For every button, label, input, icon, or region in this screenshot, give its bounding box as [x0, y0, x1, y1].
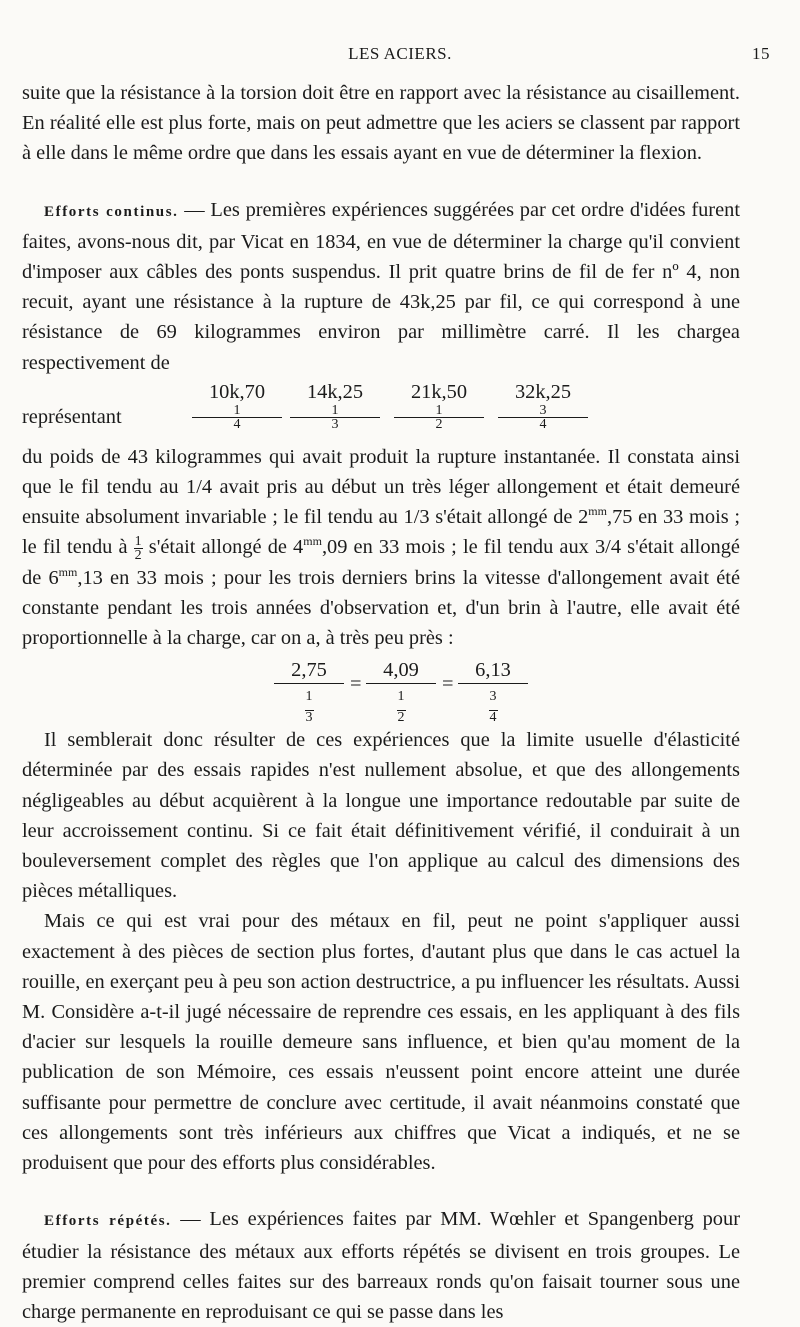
section-text: Les premières expériences suggérées par cet ordre d'idées furent faites, avons-nous dit, par Vicat en 1834, en vue de déterminer la charge qu'il convient d'imposer aux câbles des ponts suspendus. Il prit quatre brins de fil de fer nº 4, non recuit, ayant une résistance à la rupture de 43k,25 par fil, ce qui correspond à une résistance de 69 kilogrammes environ par millimètre carré. Il les chargea respectivement de — [22, 198, 741, 374]
paragraph-observations: du poids de 43 kilogrammes qui avait produit la rupture instantanée. Il constata ainsi que le fil tendu au 1/4 avait pris au début un très léger allongement et était demeuré ensuite absolument invariable ; le fil tendu au 1/3 s'était allongé de $2^{mm},75$ en 33 mois ; le fil tendu à $\frac{1}{2}$ s'était allongé de $4^{mm},09$ en 33 mois ; le fil tendu aux 3/4 s'était allongé de $6^{mm},13$ en 33 mois ; pour les trois derniers brins la vitesse d'allongement avait été constante pendant les trois années d'observation et, d'un brin à l'autre, elle avait été proportionnelle à la charge, car on a, à très peu près : — [22, 445, 740, 650]
paragraph-considere: Mais ce qui est vrai pour des métaux en fil, peut ne point s'appliquer aussi exactement à des pièces de section plus fortes, d'autant plus que dans le cas actuel la rouille, en exerçant peu à peu son action destructrice, a pu influencer les résultats. Aussi M. Considère a-t-il jugé nécessaire de reprendre ces essais, en les appliquant à des fils d'acier sur lesquels la rouille demeure sans influence, et bien qu'au moment de la publication de son Mémoire, ces essais n'eussent point encore atteint une durée suffisante pour permettre de conclure avec certitude, il avait néanmoins constaté que ces allongements sont très inférieurs aux chiffres que Vicat a indiqués, et ne se produisent que pour des efforts plus considérables. — [22, 910, 740, 1175]
section-heading-efforts-repetes: Efforts répétés. — [44, 1213, 172, 1230]
load-value: 14k,25 — [306, 380, 364, 403]
running-title: LES ACIERS. — [348, 44, 452, 63]
load-fraction: 1 4 — [192, 404, 282, 431]
equation-term: $\frac{2,75}{\frac{1}{3}}$ — [274, 657, 344, 724]
load-value: 21k,50 — [410, 380, 468, 403]
load-column — [192, 380, 282, 431]
body-text — [22, 78, 740, 1327]
running-header — [0, 44, 800, 68]
section-text: Les expériences faites par MM. Wœhler et Spangenberg pour étudier la résistance des métaux aux efforts répétés se divisent en trois groupes. Le premier comprend celles faites sur des barreaux ronds qu'on faisait tourner sous une charge permanente en reproduisant ce qui se passe dans les — [22, 1208, 740, 1323]
heading-dash: — — [178, 198, 211, 221]
load-table — [22, 380, 740, 440]
load-value: 32k,25 — [514, 380, 572, 403]
equation-term: $\frac{6,13}{\frac{3}{4}}$ — [458, 657, 528, 724]
heading-dash: — — [171, 1208, 210, 1231]
proportionality-equation — [22, 657, 740, 726]
load-column — [290, 380, 380, 431]
paragraph-efforts-repetes — [22, 1204, 740, 1327]
load-value: 10k,70 — [208, 380, 266, 403]
paragraph-continuation: suite que la résistance à la torsion doit être en rapport avec la résistance au cisaillement. En réalité elle est plus forte, mais on peut admettre que les aciers se classent par rapport à elle dans le même ordre que dans les essais ayant en vue de déterminer la flexion. — [22, 82, 740, 165]
paragraph-efforts-continus — [22, 195, 740, 378]
load-column — [498, 380, 588, 431]
load-column — [394, 380, 484, 431]
equals-sign: = — [350, 673, 362, 696]
page-number: 15 — [752, 44, 770, 63]
paragraph-conclusion: Il semblerait donc résulter de ces expériences que la limite usuelle d'élasticité déterminée par des essais rapides n'est nullement absolue, et que des allongements négligeables au début acquièrent à la longue une importance redoutable par suite de leur accroissement continu. Si ce fait était définitivement vérifié, il conduirait à un bouleversement complet des règles que l'on applique au calcul des dimensions des pièces métalliques. — [22, 729, 740, 903]
load-fraction: 3 4 — [498, 404, 588, 431]
load-table-label: représentant — [22, 405, 122, 428]
load-fraction: 1 3 — [290, 404, 380, 431]
load-fraction: 1 2 — [394, 404, 484, 431]
inline-fraction: $\frac{1}{2}$ — [134, 534, 142, 564]
equals-sign: = — [442, 673, 454, 696]
section-heading-efforts-continus: Efforts continus. — [44, 203, 179, 220]
equation-term: $\frac{4,09}{\frac{1}{2}}$ — [366, 657, 436, 724]
